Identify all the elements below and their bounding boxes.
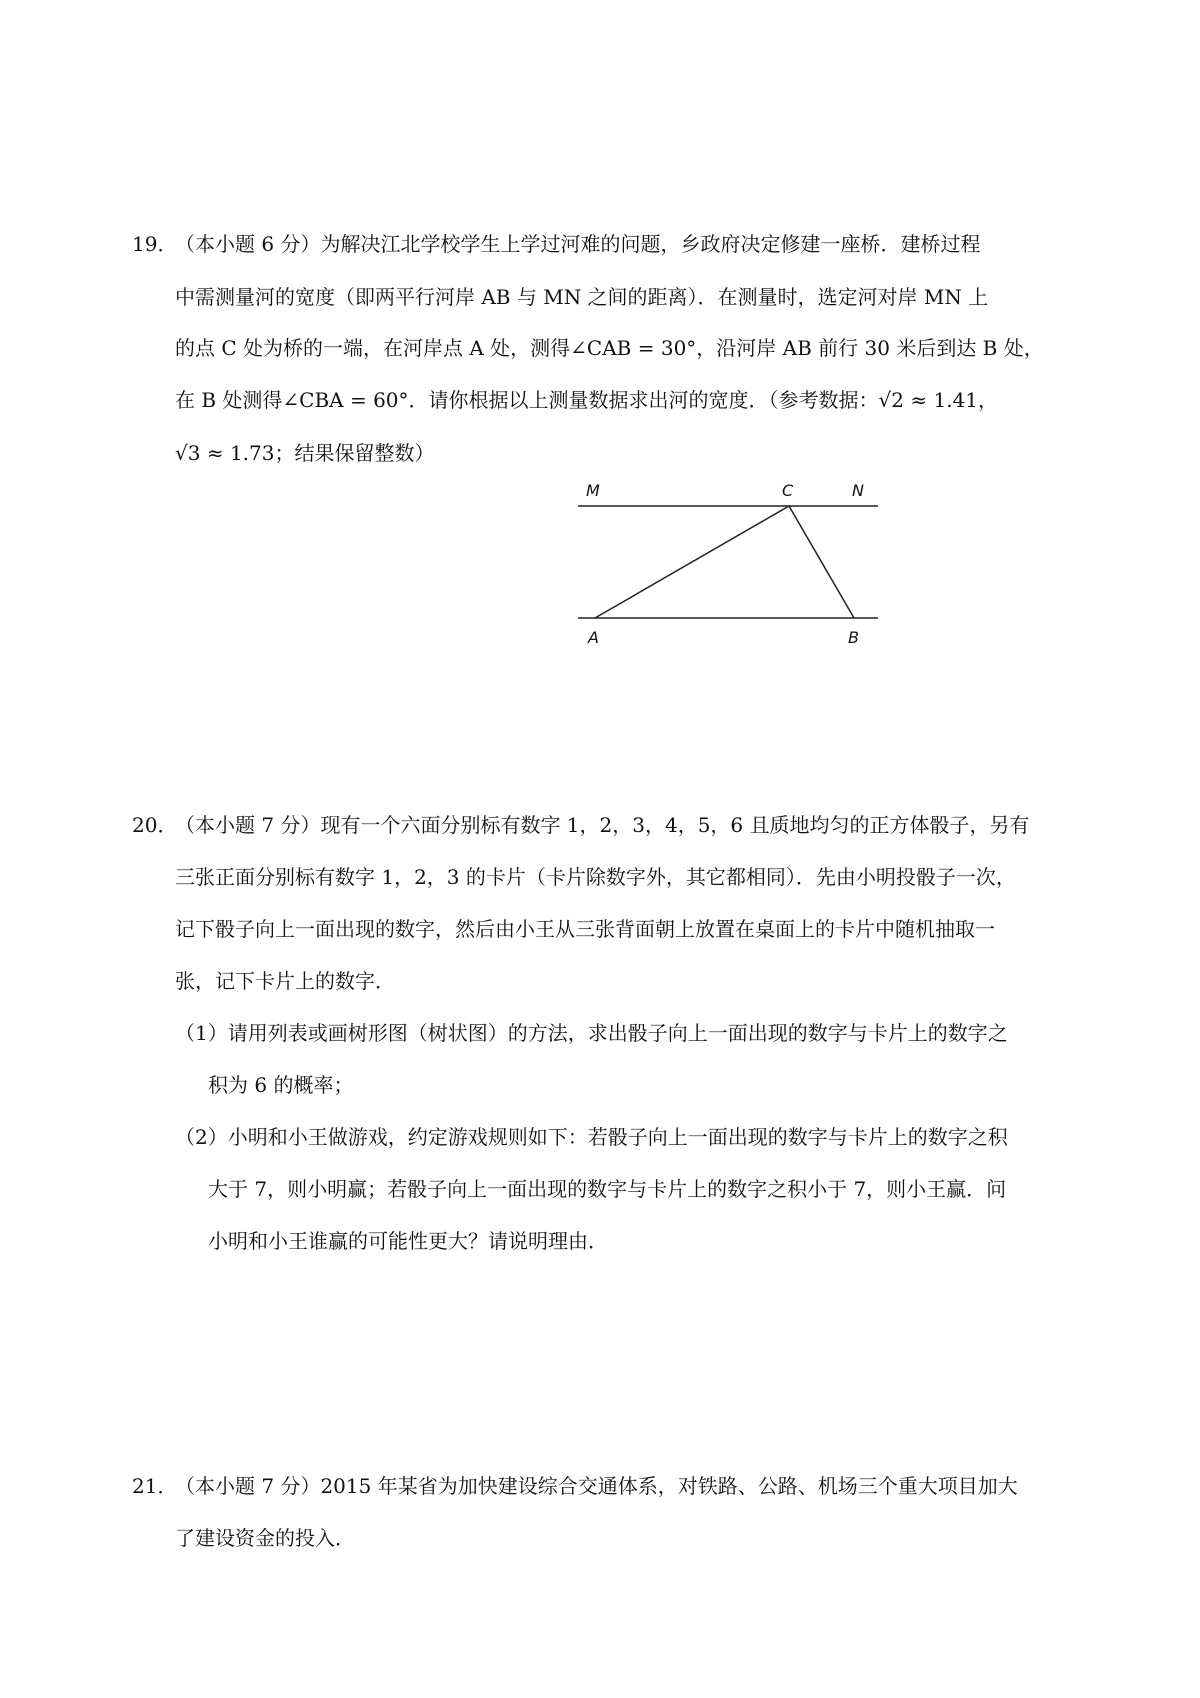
question-text-line: 中需测量河的宽度（即两平行河岸 AB 与 MN 之间的距离）．在测量时，选定河对岸 MN 上 [175,285,989,309]
sub-question-2-line: （2）小明和小王做游戏，约定游戏规则如下：若骰子向上一面出现的数字与卡片上的数字之积 [175,1125,1008,1149]
segment-bc [789,506,854,618]
label-c: C [782,481,794,500]
question-text-line: 了建设资金的投入． [175,1526,355,1550]
question-text-line: 的点 C 处为桥的一端，在河岸点 A 处，测得∠CAB = 30°，沿河岸 AB 前行 30 米后到达 B 处， [175,336,1044,360]
label-b: B [848,628,859,647]
question-text-line: （本小题 7 分）2015 年某省为加快建设综合交通体系，对铁路、公路、机场三个重大项目加大 [175,1474,1018,1498]
question-text-line: 三张正面分别标有数字 1，2，3 的卡片（卡片除数字外，其它都相同）．先由小明投骰子一次， [175,865,1016,889]
segment-ac [595,506,789,618]
question-number: 20． [132,813,178,837]
question-text-line: 在 B 处测得∠CBA = 60°．请你根据以上测量数据求出河的宽度．（参考数据：√2 ≈ 1.41， [175,388,999,412]
sub-question-1-line: 积为 6 的概率； [208,1073,354,1097]
river-triangle-diagram [560,470,900,660]
question-text-line: （本小题 6 分）为解决江北学校学生上学过河难的问题，乡政府决定修建一座桥．建桥过程 [175,232,981,256]
label-m: M [586,481,600,500]
sub-question-2-line: 小明和小王谁赢的可能性更大？请说明理由． [208,1229,608,1253]
question-text-line: 记下骰子向上一面出现的数字，然后由小王从三张背面朝上放置在桌面上的卡片中随机抽取一 [175,917,995,941]
question-number: 19． [132,232,178,256]
sub-question-2-line: 大于 7，则小明赢；若骰子向上一面出现的数字与卡片上的数字之积小于 7，则小王赢．问 [208,1177,1007,1201]
sub-question-1-line: （1）请用列表或画树形图（树状图）的方法，求出骰子向上一面出现的数字与卡片上的数字之 [175,1021,1008,1045]
label-n: N [852,481,864,500]
question-number: 21． [132,1474,178,1498]
question-text-line: √3 ≈ 1.73；结果保留整数） [175,441,435,465]
question-text-line: 张，记下卡片上的数字． [175,969,395,993]
question-text-line: （本小题 7 分）现有一个六面分别标有数字 1，2，3，4，5，6 且质地均匀的正方体骰子，另有 [175,813,1030,837]
label-a: A [588,628,599,647]
